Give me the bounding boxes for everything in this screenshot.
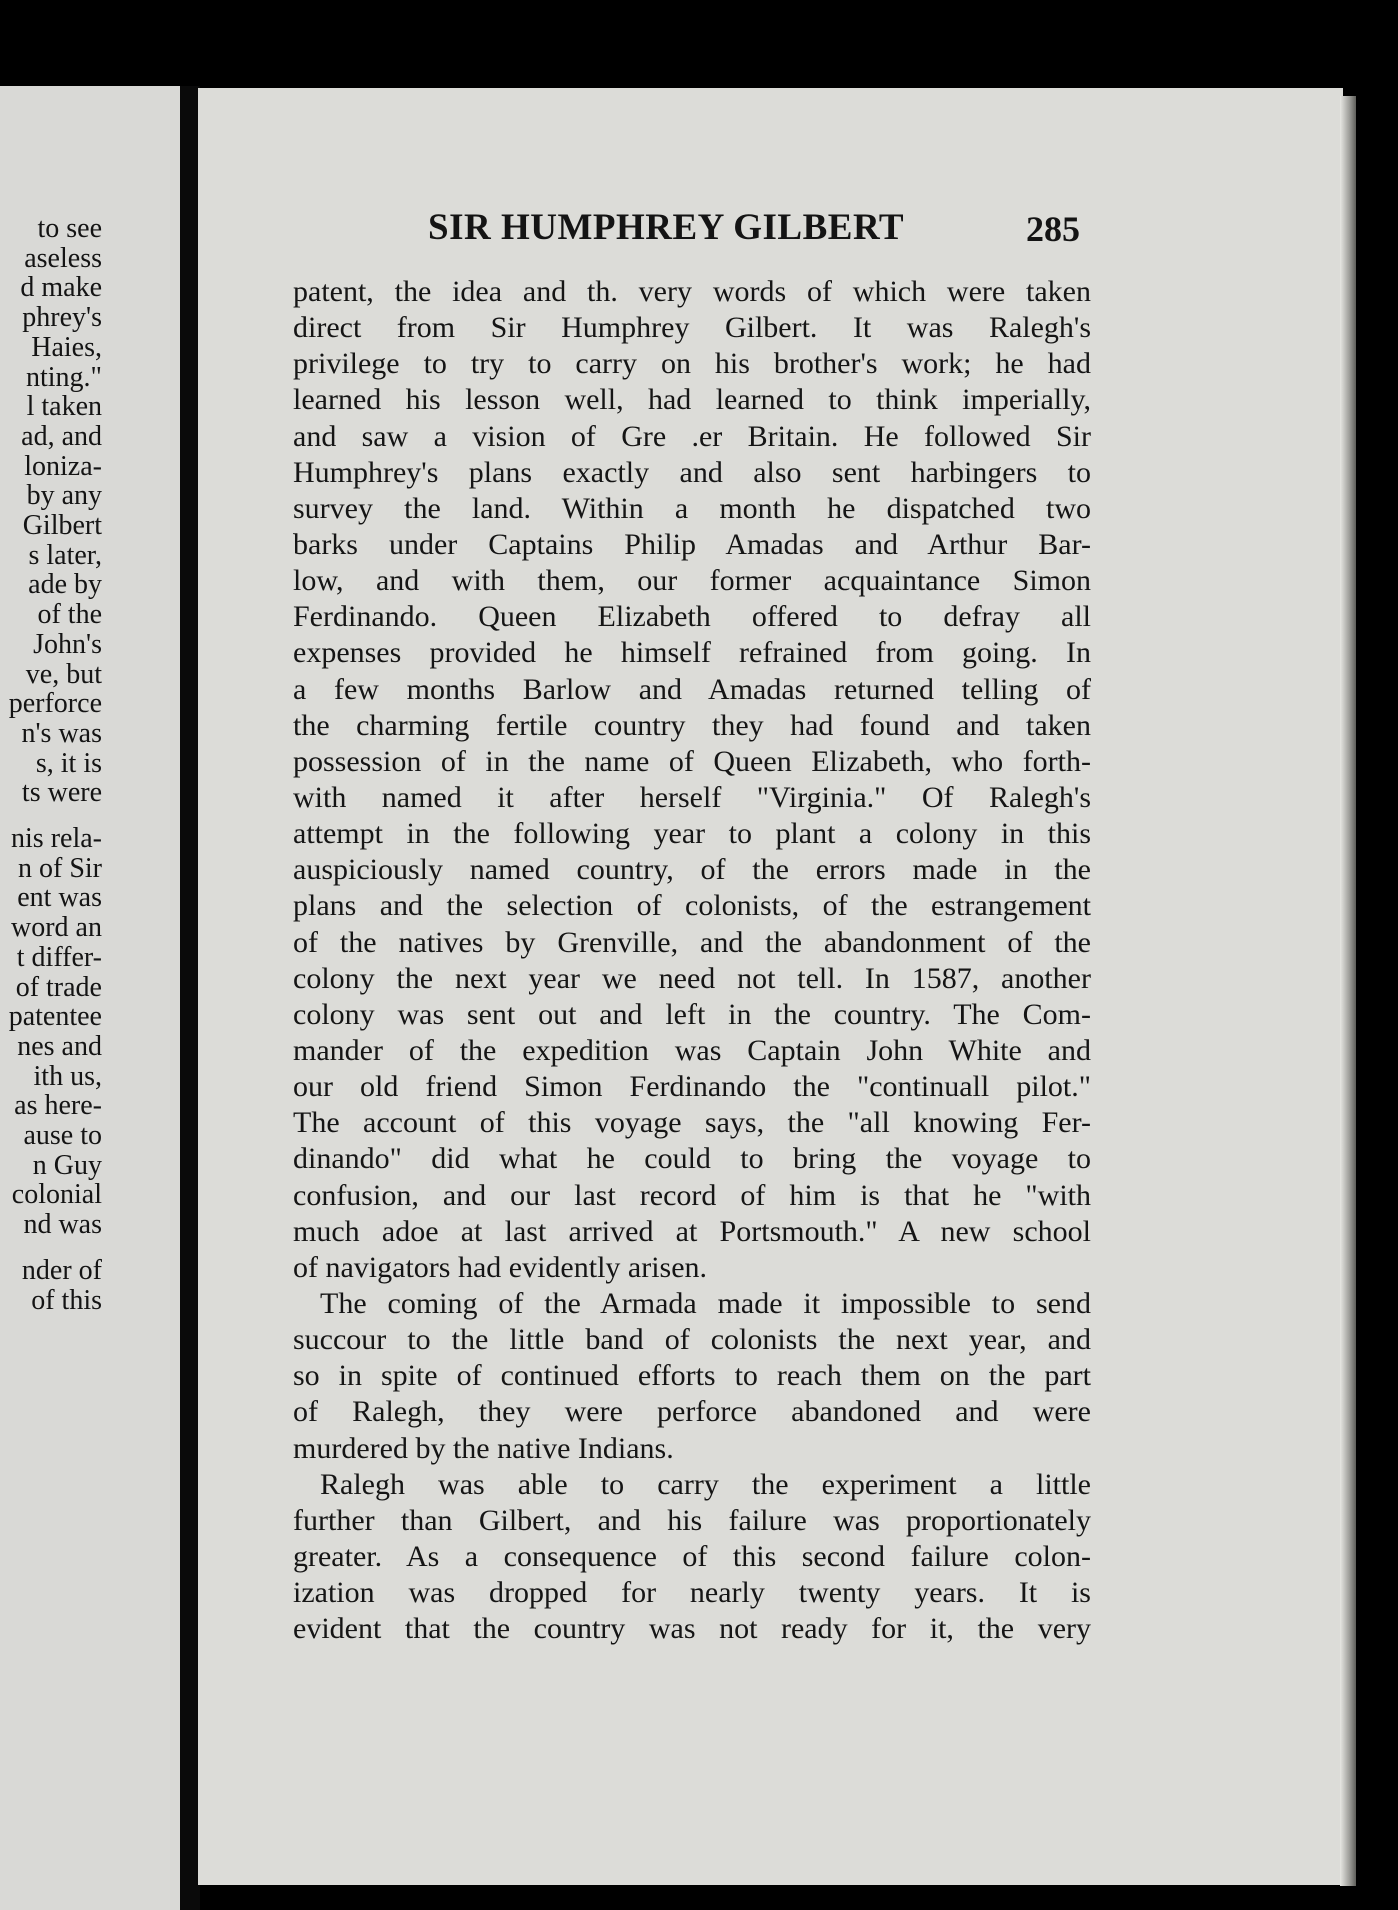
left-page-line: n Guy	[32, 1149, 102, 1181]
left-page-line: l taken	[26, 391, 102, 423]
left-page-line: nes and	[17, 1030, 102, 1062]
text-line: a few months Barlow and Amadas returned telling of	[293, 672, 1091, 706]
text-line: of Ralegh, they were perforce abandoned and were	[293, 1395, 1091, 1429]
text-line: mander of the expedition was Captain John White and	[293, 1033, 1091, 1067]
left-page-line: nis rela-	[11, 823, 102, 854]
text-line: patent, the idea and th. very words of which were taken	[293, 275, 1091, 308]
text-line: of navigators had evidently arisen.	[293, 1250, 708, 1284]
text-line: expenses provided he himself refrained from going. In	[293, 636, 1091, 670]
text-line: attempt in the following year to plant a colony in this	[293, 817, 1091, 851]
text-line: The coming of the Armada made it impossible to send	[320, 1286, 1091, 1320]
text-line: plans and the selection of colonists, of the estrangement	[293, 889, 1091, 923]
left-page-line: ade by	[28, 569, 102, 601]
text-line: greater. As a consequence of this second failure colon-	[293, 1539, 1091, 1573]
text-line: privilege to try to carry on his brother's work; he had	[293, 347, 1091, 381]
text-line: Ferdinando. Queen Elizabeth offered to defray all	[293, 600, 1091, 634]
text-line: survey the land. Within a month he dispatched two	[293, 491, 1091, 525]
left-page-line: colonial	[11, 1179, 102, 1211]
left-page-line: word an	[11, 912, 102, 944]
text-line: colony the next year we need not tell. In 1587, another	[293, 961, 1091, 995]
left-page-line: phrey's	[22, 302, 102, 334]
text-line: direct from Sir Humphrey Gilbert. It was Ralegh's	[293, 311, 1091, 345]
text-line: Humphrey's plans exactly and also sent harbingers to	[293, 455, 1091, 489]
left-page-line: d make	[20, 272, 102, 304]
left-page-line: as here-	[14, 1090, 102, 1122]
left-page-line: ent was	[17, 882, 102, 914]
left-facing-page	[0, 86, 180, 1910]
left-page-line: of trade	[15, 971, 102, 1003]
left-page-line: s later,	[28, 539, 102, 571]
left-page-line: Gilbert	[22, 510, 102, 541]
body-text	[293, 274, 1091, 1647]
left-page-line: Haies,	[31, 331, 102, 363]
left-page-line: n of Sir	[18, 852, 102, 884]
left-page-line: s, it is	[35, 747, 102, 779]
text-line: of the natives by Grenville, and the abandonment of the	[293, 925, 1091, 959]
text-line: succour to the little band of colonists the next year, and	[293, 1323, 1091, 1357]
text-line: low, and with them, our former acquaintance Simon	[293, 564, 1091, 598]
text-line: ization was dropped for nearly twenty years. It is	[293, 1576, 1091, 1610]
left-page-line: ause to	[23, 1120, 102, 1151]
left-page-line: nder of	[21, 1254, 102, 1286]
left-page-line: nting."	[26, 361, 102, 393]
text-line: auspiciously named country, of the errors made in the	[293, 853, 1091, 887]
text-line: and saw a vision of Gre .er Britain. He followed Sir	[293, 419, 1091, 453]
left-page-line: ts were	[21, 777, 102, 809]
text-line: The account of this voyage says, the "all knowing Fer-	[293, 1106, 1091, 1140]
left-page-line: t differ-	[16, 941, 102, 973]
left-page-line: perforce	[8, 688, 102, 720]
left-page-line: aseless	[24, 242, 102, 274]
left-page-line: nd was	[23, 1209, 102, 1241]
left-page-line: n's was	[21, 717, 102, 749]
left-page-line: to see	[37, 213, 102, 244]
page-number: 285	[1026, 209, 1080, 249]
text-line: murdered by the native Indians.	[293, 1431, 674, 1465]
text-line: the charming fertile country they had found and taken	[293, 708, 1091, 742]
text-line: possession of in the name of Queen Elizabeth, who forth-	[293, 744, 1091, 778]
left-page-line: ad, and	[21, 420, 102, 452]
text-line: confusion, and our last record of him is that he "with	[293, 1178, 1091, 1212]
running-header: SIR HUMPHREY GILBERT	[428, 207, 905, 248]
left-page-line: of the	[37, 599, 102, 631]
text-line: evident that the country was not ready for it, the very	[293, 1612, 1091, 1646]
left-page-line: ith us,	[33, 1060, 102, 1092]
text-line: further than Gilbert, and his failure was proportionately	[293, 1503, 1091, 1537]
text-line: with named it after herself "Virginia." Of Ralegh's	[293, 780, 1091, 814]
left-page-line: ve, but	[25, 658, 102, 690]
left-page-line: of this	[31, 1284, 102, 1316]
text-line: learned his lesson well, had learned to think imperially,	[293, 383, 1091, 417]
text-line: so in spite of continued efforts to reach them on the part	[293, 1359, 1091, 1393]
left-page-line: loniza-	[24, 450, 102, 482]
text-line: barks under Captains Philip Amadas and Arthur Bar-	[293, 527, 1091, 561]
left-page-line: John's	[33, 628, 102, 660]
page-edge	[1340, 96, 1356, 1886]
left-page-line: patentee	[8, 1001, 102, 1033]
text-line: Ralegh was able to carry the experiment a little	[320, 1467, 1091, 1501]
text-line: dinando" did what he could to bring the voyage to	[293, 1142, 1091, 1176]
text-line: much adoe at last arrived at Portsmouth." A new school	[293, 1214, 1091, 1248]
book-gutter	[180, 86, 200, 1910]
left-page-line: by any	[26, 480, 102, 512]
text-line: our old friend Simon Ferdinando the "continuall pilot."	[293, 1070, 1091, 1104]
text-line: colony was sent out and left in the country. The Com-	[293, 997, 1091, 1031]
